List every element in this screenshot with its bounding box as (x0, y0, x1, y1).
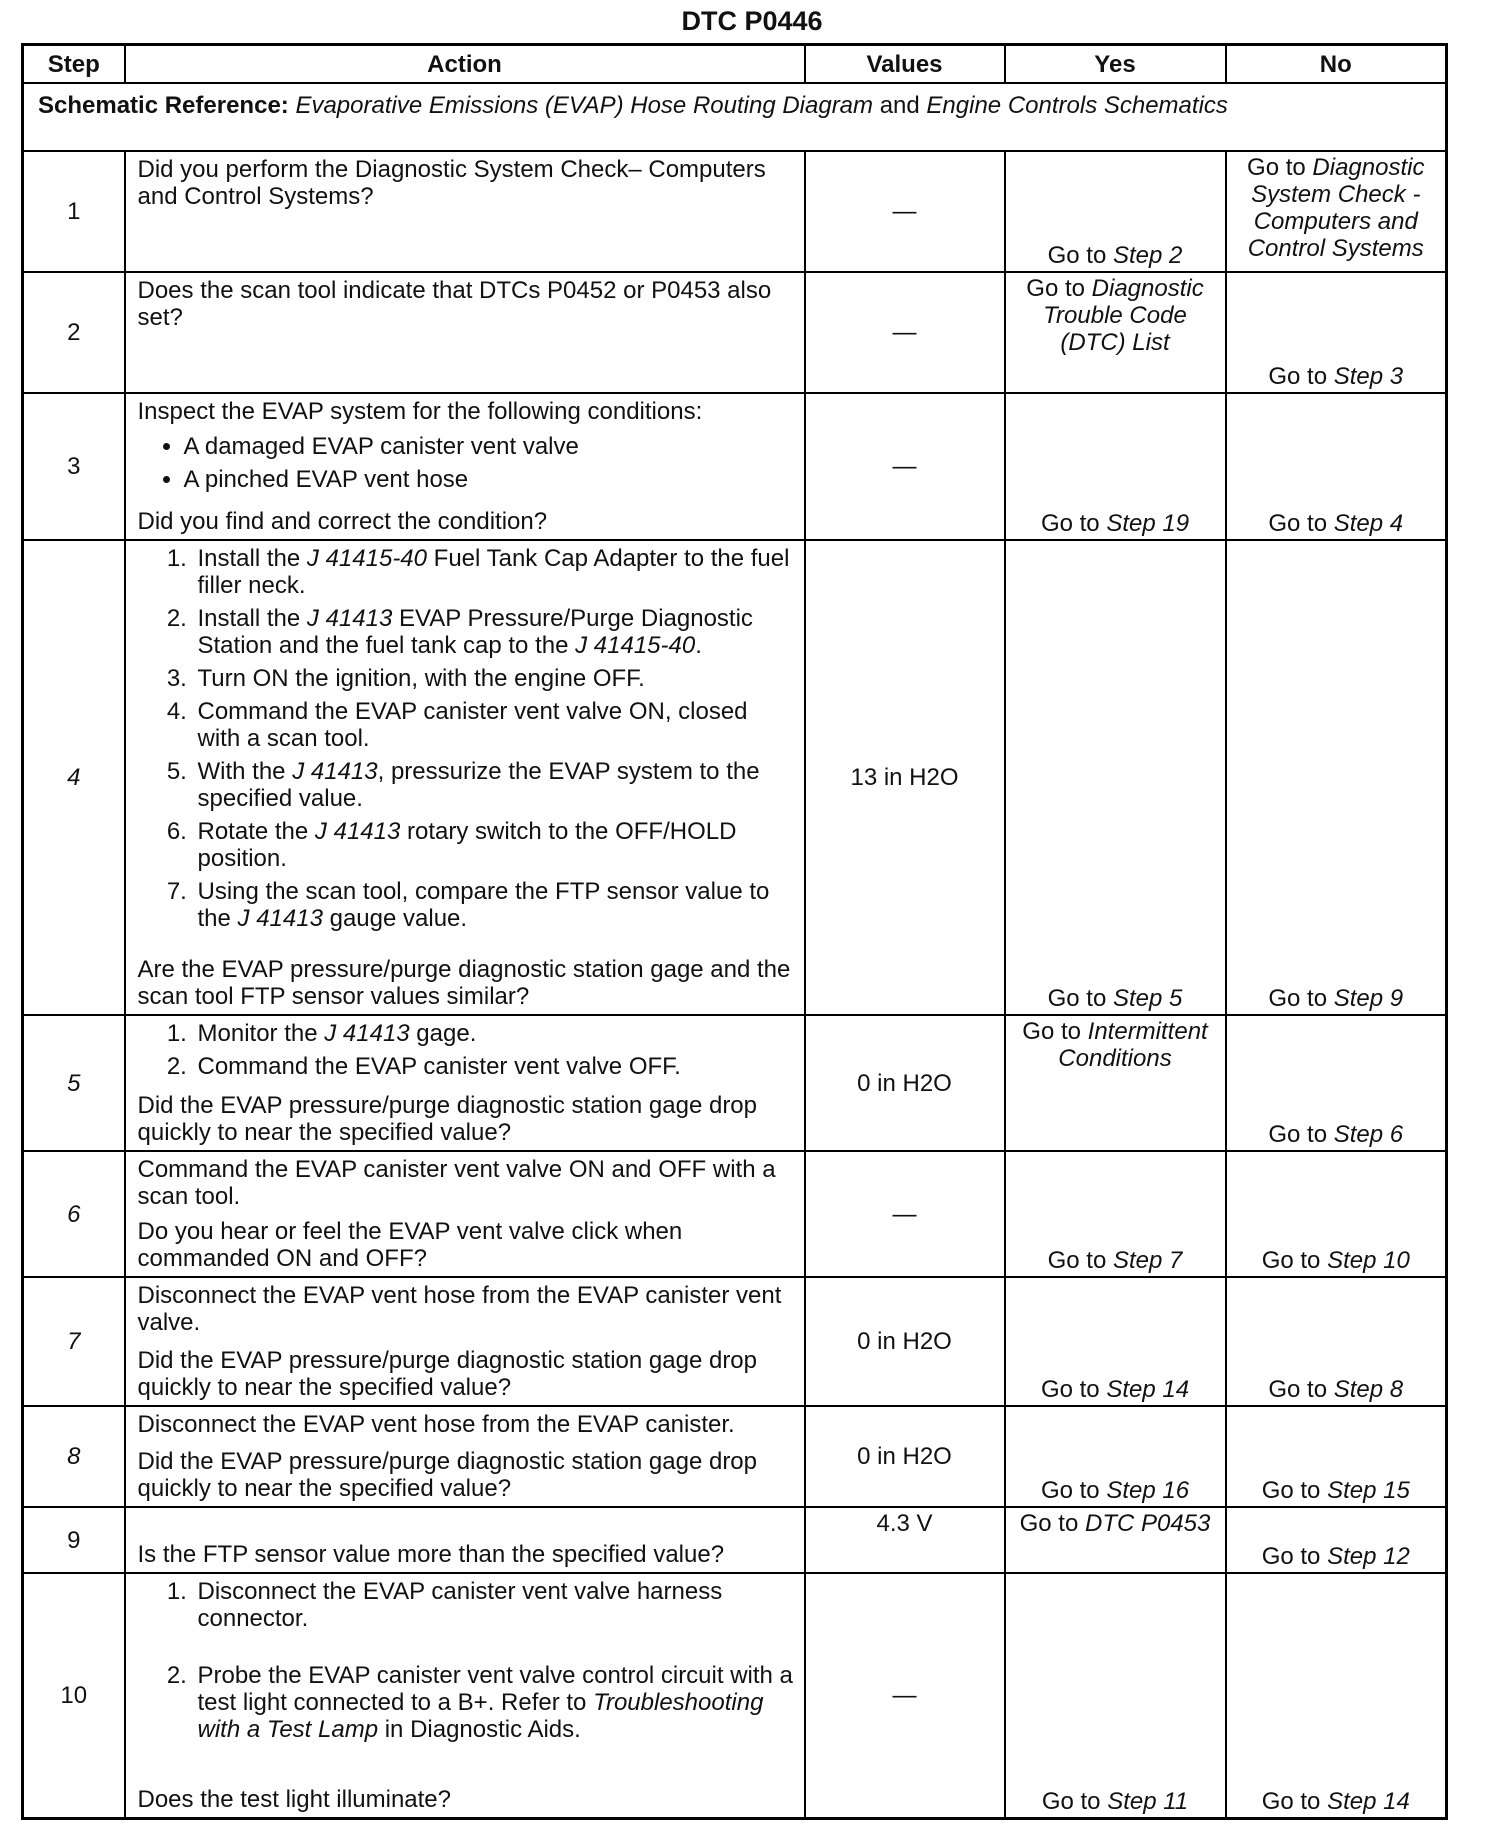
text: Probe the EVAP canister vent valve control circuit with a test light connected to a B+. Refer to (197, 1662, 793, 1716)
value-cell: — (805, 1151, 1005, 1277)
header-action: Action (125, 45, 805, 84)
action-paragraph (138, 398, 794, 425)
reference-text: Step 16 (1106, 1477, 1190, 1504)
action-cell (125, 1573, 805, 1819)
reference-text: Diagnostic System Check - Computers and Control Systems (1247, 154, 1425, 262)
reference-text: Step 8 (1333, 1376, 1404, 1403)
text: Go to (1019, 1510, 1085, 1537)
list-item (194, 698, 794, 752)
text: gauge value. (322, 905, 468, 932)
text: in Diagnostic Aids. (378, 1716, 581, 1743)
text: Does the test light illuminate? (137, 1786, 451, 1813)
no-cell (1226, 151, 1447, 272)
action-content (126, 394, 804, 539)
step-row-7 (23, 1277, 1447, 1406)
no-cell (1226, 1406, 1447, 1507)
text: Do you hear or feel the EVAP vent valve click when commanded ON and OFF? (137, 1218, 683, 1272)
reference-text: J 41415-40 (306, 545, 427, 572)
text: Go to (1268, 1121, 1334, 1148)
action-question (138, 508, 794, 535)
reference-text: Step 11 (1107, 1788, 1189, 1815)
action-content (126, 1508, 804, 1572)
header-row (23, 45, 1447, 84)
reference-text: Troubleshooting with a Test Lamp (197, 1689, 764, 1743)
text: Did the EVAP pressure/purge diagnostic station gage drop quickly to near the specified value? (137, 1092, 757, 1146)
no-cell (1226, 1277, 1447, 1406)
text: A damaged EVAP canister vent valve (183, 433, 579, 460)
action-cell (125, 1507, 805, 1573)
text: Did you find and correct the condition? (137, 508, 548, 535)
reference-text: Step 9 (1333, 985, 1404, 1012)
value-cell: — (805, 151, 1005, 272)
step-row-4 (23, 540, 1447, 1015)
text: Go to (1261, 1788, 1328, 1815)
schematic-reference (23, 83, 1447, 151)
step-number: 8 (23, 1406, 125, 1507)
list-item (194, 878, 794, 932)
reference-text: Evaporative Emissions (EVAP) Hose Routing Diagram (295, 92, 874, 119)
text: Command the EVAP canister vent valve ON, closed with a scan tool. (197, 698, 748, 752)
text: Using the scan tool, compare the FTP sensor value to the (197, 878, 770, 932)
text: Command the EVAP canister vent valve ON and OFF with a scan tool. (137, 1156, 776, 1210)
list-item (194, 758, 794, 812)
action-cell (125, 151, 805, 272)
reference-text: Step 19 (1106, 510, 1190, 537)
text: Turn ON the ignition, with the engine OFF. (197, 665, 645, 692)
action-content (126, 1407, 804, 1506)
text: Go to (1268, 363, 1334, 390)
reference-text: Step 7 (1112, 1247, 1183, 1274)
yes-cell (1005, 1507, 1226, 1573)
step-number: 2 (23, 272, 125, 393)
header-no: No (1226, 45, 1447, 84)
reference-text: J 41413 (306, 605, 393, 632)
text: Go to (1022, 1018, 1088, 1045)
text: gage. (409, 1020, 477, 1047)
reference-text: J 41413 (237, 905, 323, 932)
text: Command the EVAP canister vent valve OFF. (197, 1053, 681, 1080)
text: Did the EVAP pressure/purge diagnostic station gage drop quickly to near the specified value? (137, 1448, 757, 1502)
reference-text: Diagnostic Trouble Code (DTC) List (1043, 275, 1204, 356)
text: Fuel Tank Cap Adapter to the fuel filler neck. (197, 545, 790, 599)
reference-text: J 41413 (292, 758, 378, 785)
text: EVAP Pressure/Purge Diagnostic Station and the fuel tank cap to the (197, 605, 753, 659)
action-content (126, 152, 804, 271)
yes-cell (1005, 540, 1226, 1015)
action-cell (125, 540, 805, 1015)
action-cell (125, 393, 805, 540)
step-row-5 (23, 1015, 1447, 1151)
list-item (194, 1053, 794, 1080)
action-content (126, 541, 804, 1014)
action-cell (125, 1406, 805, 1507)
text: Go to (1026, 275, 1092, 302)
numbered-steps (138, 545, 794, 938)
value-cell: — (805, 393, 1005, 540)
action-content (126, 1016, 804, 1150)
step-row-1 (23, 151, 1447, 272)
step-number: 9 (23, 1507, 125, 1573)
list-item (194, 1020, 794, 1047)
text: Rotate the (197, 818, 315, 845)
action-question (138, 1347, 794, 1401)
reference-text: Step 3 (1333, 363, 1404, 390)
numbered-steps (138, 1578, 794, 1749)
header-step: Step (23, 45, 125, 84)
text: and (873, 92, 927, 119)
action-cell (125, 1277, 805, 1406)
no-cell (1226, 1015, 1447, 1151)
bullet-list (138, 433, 794, 499)
action-question (138, 1092, 794, 1146)
text: Go to (1268, 985, 1334, 1012)
schematic-label: Schematic Reference: (38, 92, 289, 119)
text: Inspect the EVAP system for the following conditions: (137, 398, 703, 425)
reference-text: Intermittent Conditions (1058, 1018, 1208, 1072)
reference-text: DTC P0453 (1084, 1510, 1211, 1537)
action-content (126, 1574, 804, 1817)
reference-text: Step 6 (1333, 1121, 1404, 1148)
value-cell: 0 in H2O (805, 1015, 1005, 1151)
value-cell: 13 in H2O (805, 540, 1005, 1015)
text: With the (197, 758, 293, 785)
numbered-steps (138, 1020, 794, 1086)
action-cell (125, 1015, 805, 1151)
text: Are the EVAP pressure/purge diagnostic station gage and the scan tool FTP sensor values similar? (137, 956, 791, 1010)
text: Does the scan tool indicate that DTCs P0452 or P0453 also set? (137, 277, 772, 331)
text: Go to (1047, 242, 1113, 269)
reference-text: Step 15 (1327, 1477, 1410, 1504)
yes-cell (1005, 1406, 1226, 1507)
step-row-10 (23, 1573, 1447, 1819)
page-title: DTC P0446 (681, 6, 823, 36)
action-paragraph (138, 1156, 794, 1210)
header-values: Values (805, 45, 1005, 84)
action-content (126, 1152, 804, 1276)
list-item (194, 818, 794, 872)
value-cell: 0 in H2O (805, 1406, 1005, 1507)
text: , pressurize the EVAP system to the specified value. (197, 758, 760, 812)
no-cell (1226, 540, 1447, 1015)
reference-text: Step 5 (1112, 985, 1183, 1012)
schematic-links (295, 92, 1227, 119)
list-item (194, 665, 794, 692)
step-row-2 (23, 272, 1447, 393)
value-cell: 0 in H2O (805, 1277, 1005, 1406)
text: Go to (1268, 510, 1334, 537)
list-item (194, 1578, 794, 1632)
value-cell: — (805, 1573, 1005, 1819)
text: Go to (1040, 1477, 1107, 1504)
action-question (138, 1786, 794, 1813)
action-cell (125, 1151, 805, 1277)
action-question (138, 1218, 794, 1272)
action-question (138, 1541, 794, 1568)
step-number: 6 (23, 1151, 125, 1277)
text: A pinched EVAP vent hose (183, 466, 469, 493)
yes-cell (1005, 1151, 1226, 1277)
schematic-reference-row (23, 83, 1447, 151)
action-content (126, 1278, 804, 1405)
yes-cell (1005, 1573, 1226, 1819)
text: Disconnect the EVAP vent hose from the EVAP canister vent valve. (137, 1282, 782, 1336)
step-row-9 (23, 1507, 1447, 1573)
reference-text: J 41413 (314, 818, 401, 845)
action-question (138, 1448, 794, 1502)
action-cell (125, 272, 805, 393)
no-cell (1226, 393, 1447, 540)
list-item (184, 433, 794, 460)
text: Go to (1041, 1788, 1108, 1815)
reference-text: Step 10 (1327, 1247, 1410, 1274)
step-row-3 (23, 393, 1447, 540)
action-question (138, 956, 794, 1010)
list-item (194, 1662, 794, 1743)
action-paragraph (138, 1411, 794, 1438)
text: Go to (1268, 1376, 1334, 1403)
list-item (184, 466, 794, 493)
text: Go to (1261, 1543, 1328, 1570)
step-number: 5 (23, 1015, 125, 1151)
value-cell: — (805, 272, 1005, 393)
text: Go to (1261, 1477, 1328, 1504)
reference-text: Step 2 (1112, 242, 1183, 269)
action-paragraph (138, 277, 794, 331)
reference-text: Engine Controls Schematics (926, 92, 1228, 119)
step-number: 4 (23, 540, 125, 1015)
yes-cell (1005, 151, 1226, 272)
yes-cell (1005, 393, 1226, 540)
reference-text: J 41413 (324, 1020, 410, 1047)
text: Go to (1040, 510, 1107, 537)
list-item (194, 605, 794, 659)
text: Go to (1261, 1247, 1328, 1274)
text: Is the FTP sensor value more than the specified value? (137, 1541, 725, 1568)
step-row-6 (23, 1151, 1447, 1277)
no-cell (1226, 1507, 1447, 1573)
text: Go to (1047, 1247, 1113, 1274)
yes-cell (1005, 1015, 1226, 1151)
step-number: 10 (23, 1573, 125, 1819)
text: . (695, 632, 702, 659)
yes-cell (1005, 272, 1226, 393)
diagnostic-table (21, 43, 1448, 1820)
action-paragraph (138, 156, 794, 210)
header-yes: Yes (1005, 45, 1226, 84)
step-number: 3 (23, 393, 125, 540)
text: Monitor the (197, 1020, 325, 1047)
reference-text: Step 12 (1327, 1543, 1410, 1570)
value-cell: 4.3 V (805, 1507, 1005, 1573)
no-cell (1226, 1151, 1447, 1277)
yes-cell (1005, 1277, 1226, 1406)
text: Did the EVAP pressure/purge diagnostic station gage drop quickly to near the specified value? (137, 1347, 757, 1401)
action-content (126, 273, 804, 392)
step-number: 7 (23, 1277, 125, 1406)
text: Install the (197, 545, 307, 572)
no-cell (1226, 272, 1447, 393)
reference-text: J 41415-40 (575, 632, 696, 659)
text: Go to (1040, 1376, 1107, 1403)
text: Disconnect the EVAP canister vent valve harness connector. (197, 1578, 723, 1632)
reference-text: Step 14 (1106, 1376, 1190, 1403)
reference-text: Step 14 (1327, 1788, 1410, 1815)
text: Install the (197, 605, 307, 632)
step-number: 1 (23, 151, 125, 272)
no-cell (1226, 1573, 1447, 1819)
text: Go to (1247, 154, 1313, 181)
step-row-8 (23, 1406, 1447, 1507)
text: Go to (1047, 985, 1113, 1012)
action-paragraph (138, 1282, 794, 1336)
text: Disconnect the EVAP vent hose from the EVAP canister. (137, 1411, 735, 1438)
reference-text: Step 4 (1333, 510, 1404, 537)
text: Did you perform the Diagnostic System Check– Computers and Control Systems? (137, 156, 766, 210)
list-item (194, 545, 794, 599)
text: rotary switch to the OFF/HOLD position. (197, 818, 737, 872)
